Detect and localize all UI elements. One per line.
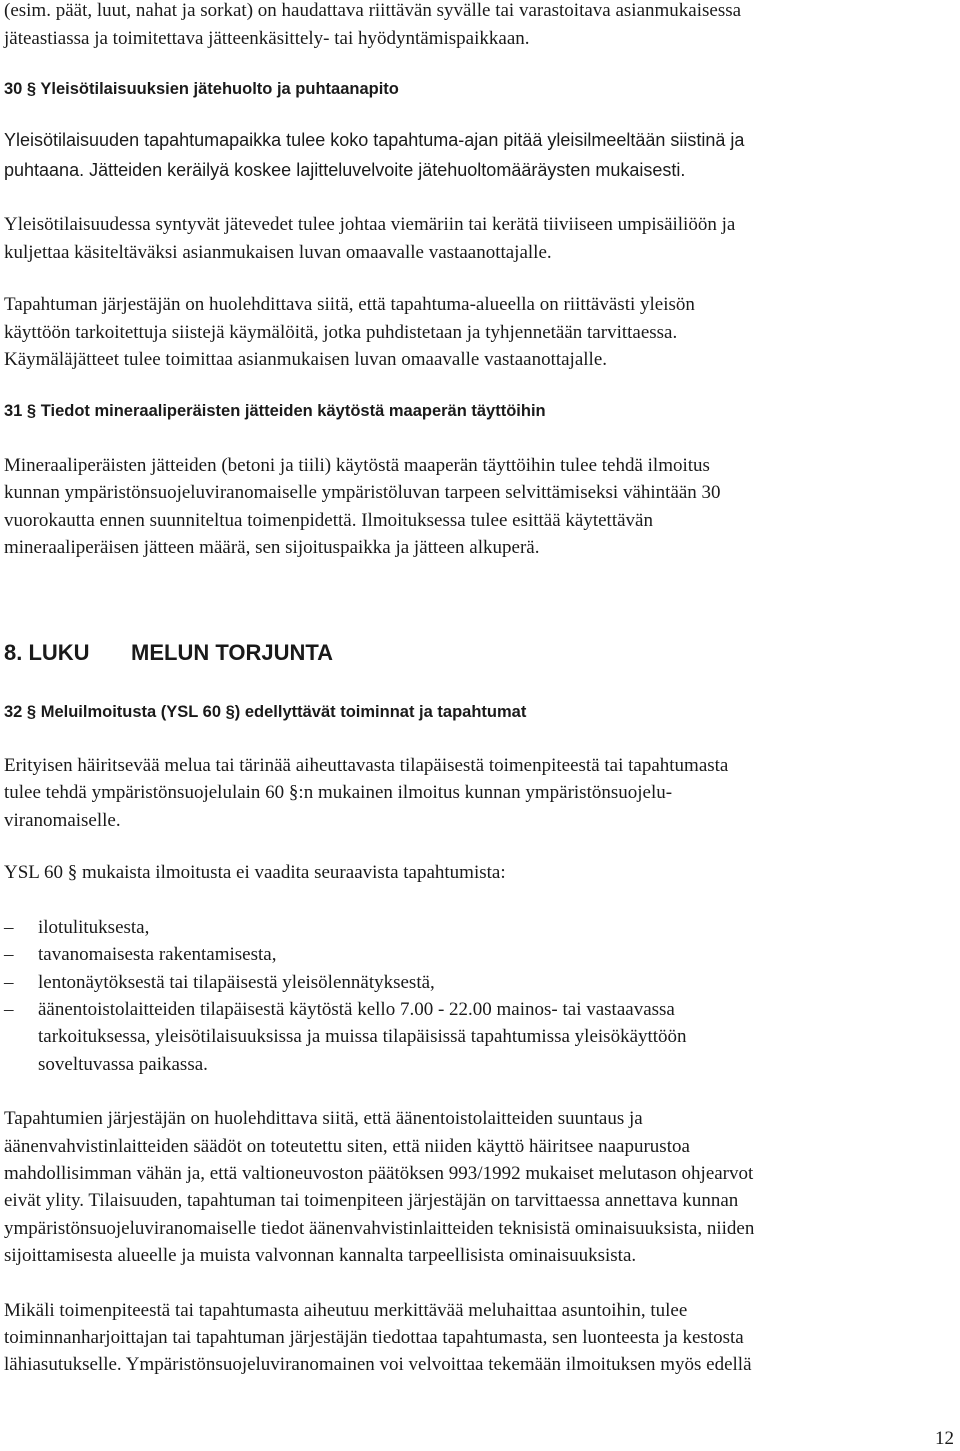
text-line: Yleisötilaisuuden tapahtumapaikka tulee koko tapahtuma-ajan pitää yleisilmeeltään siistinä ja [4, 130, 745, 150]
section-heading-32: 32 § Meluilmoitusta (YSL 60 §) edellyttävät toiminnat ja tapahtumat [4, 703, 527, 721]
list-dash: – [4, 999, 14, 1020]
list-dash: – [4, 972, 14, 993]
text-line: toiminnanharjoittajan tai tapahtuman järjestäjän tiedottaa tapahtumasta, sen luonteesta ja kestosta [4, 1327, 744, 1348]
chapter-title: MELUN TORJUNTA [131, 640, 334, 665]
page-number: 12 [935, 1428, 954, 1449]
text-line: Mineraaliperäisten jätteiden (betoni ja tiili) käytöstä maaperän täyttöihin tulee tehdä ilmoitus [4, 455, 710, 476]
text-line: kunnan ympäristönsuojeluviranomaiselle ympäristöluvan tarpeen selvittämiseksi vähintään 30 [4, 482, 721, 503]
text-line: käyttöön tarkoitettuja siistejä käymälöitä, jotka puhdistetaan ja tyhjennetään tarvittaessa. [4, 322, 678, 343]
list-item-continuation: soveltuvassa paikassa. [38, 1054, 208, 1075]
text-line: tulee tehdä ympäristönsuojelulain 60 §:n mukainen ilmoitus kunnan ympäristönsuojelu- [4, 782, 673, 803]
text-line: jäteastiassa ja toimitettava jätteenkäsittely- tai hyödyntämispaikkaan. [4, 28, 530, 49]
section-heading-30: 30 § Yleisötilaisuuksien jätehuolto ja puhtaanapito [4, 80, 399, 98]
text-line: vuorokautta ennen suunniteltua toimenpidettä. Ilmoituksessa tulee esittää käytettävän [4, 510, 653, 531]
chapter-number: 8. LUKU [4, 640, 90, 665]
text-line: Mikäli toimenpiteestä tai tapahtumasta aiheutuu merkittävää meluhaittaa asuntoihin, tulee [4, 1300, 688, 1321]
list-item: tavanomaisesta rakentamisesta, [38, 944, 277, 965]
text-line: Yleisötilaisuudessa syntyvät jätevedet tulee johtaa viemäriin tai kerätä tiiviiseen umpisäiliöön ja [4, 214, 736, 235]
text-line: viranomaiselle. [4, 810, 121, 831]
text-line: eivät ylity. Tilaisuuden, tapahtuman tai toimenpiteen järjestäjän on tarvittaessa annettava kunnan [4, 1190, 739, 1211]
text-line: äänenvahvistinlaitteiden säädöt on toteutettu siten, että niiden käyttö häiritsee naapurustoa [4, 1136, 690, 1157]
text-line: Tapahtumien järjestäjän on huolehdittava siitä, että äänentoistolaitteiden suuntaus ja [4, 1108, 643, 1129]
text-line: Käymäläjätteet tulee toimittaa asianmukaisen luvan omaavalle vastaanottajalle. [4, 349, 608, 370]
list-item-continuation: tarkoituksessa, yleisötilaisuuksissa ja muissa tilapäisissä tapahtumissa yleisökäyttöön [38, 1026, 687, 1047]
text-line: mahdollisimman vähän ja, että valtioneuvoston päätöksen 993/1992 mukaiset melutason ohjearvot [4, 1163, 754, 1184]
list-item: äänentoistolaitteiden tilapäisestä käytöstä kello 7.00 - 22.00 mainos- tai vastaavassa [38, 999, 675, 1020]
text-line: YSL 60 § mukaista ilmoitusta ei vaadita seuraavista tapahtumista: [4, 862, 506, 883]
text-line: ympäristönsuojeluviranomaiselle tiedot äänenvahvistinlaitteiden teknisistä ominaisuuksista, niiden [4, 1218, 755, 1239]
text-line: mineraaliperäisen jätteen määrä, sen sijoituspaikka ja jätteen alkuperä. [4, 537, 540, 558]
text-line: Tapahtuman järjestäjän on huolehdittava siitä, että tapahtuma-alueella on riittävästi yleisön [4, 294, 695, 315]
text-line: puhtaana. Jätteiden keräilyä koskee lajitteluvelvoite jätehuoltomääräysten mukaisesti. [4, 160, 686, 180]
list-item: lentonäytöksestä tai tilapäisestä yleisölennätyksestä, [38, 972, 435, 993]
text-line: kuljettaa käsiteltäväksi asianmukaisen luvan omaavalle vastaanottajalle. [4, 242, 552, 263]
text-line: lähiasutukselle. Ympäristönsuojeluviranomainen voi velvoittaa tekemään ilmoituksen myös edellä [4, 1354, 752, 1375]
text-line: (esim. päät, luut, nahat ja sorkat) on haudattava riittävän syvälle tai varastoitava asianmukaisessa [4, 0, 742, 21]
section-heading-31: 31 § Tiedot mineraaliperäisten jätteiden käytöstä maaperän täyttöihin [4, 402, 546, 420]
list-dash: – [4, 917, 14, 938]
list-dash: – [4, 944, 14, 965]
list-item: ilotulituksesta, [38, 917, 150, 938]
text-line: Erityisen häiritsevää melua tai tärinää aiheuttavasta tilapäisestä toimenpiteestä tai tapahtumasta [4, 755, 729, 776]
text-line: sijoittamisesta alueelle ja muista valvonnan kannalta tarpeellisista ominaisuuksista. [4, 1245, 637, 1266]
